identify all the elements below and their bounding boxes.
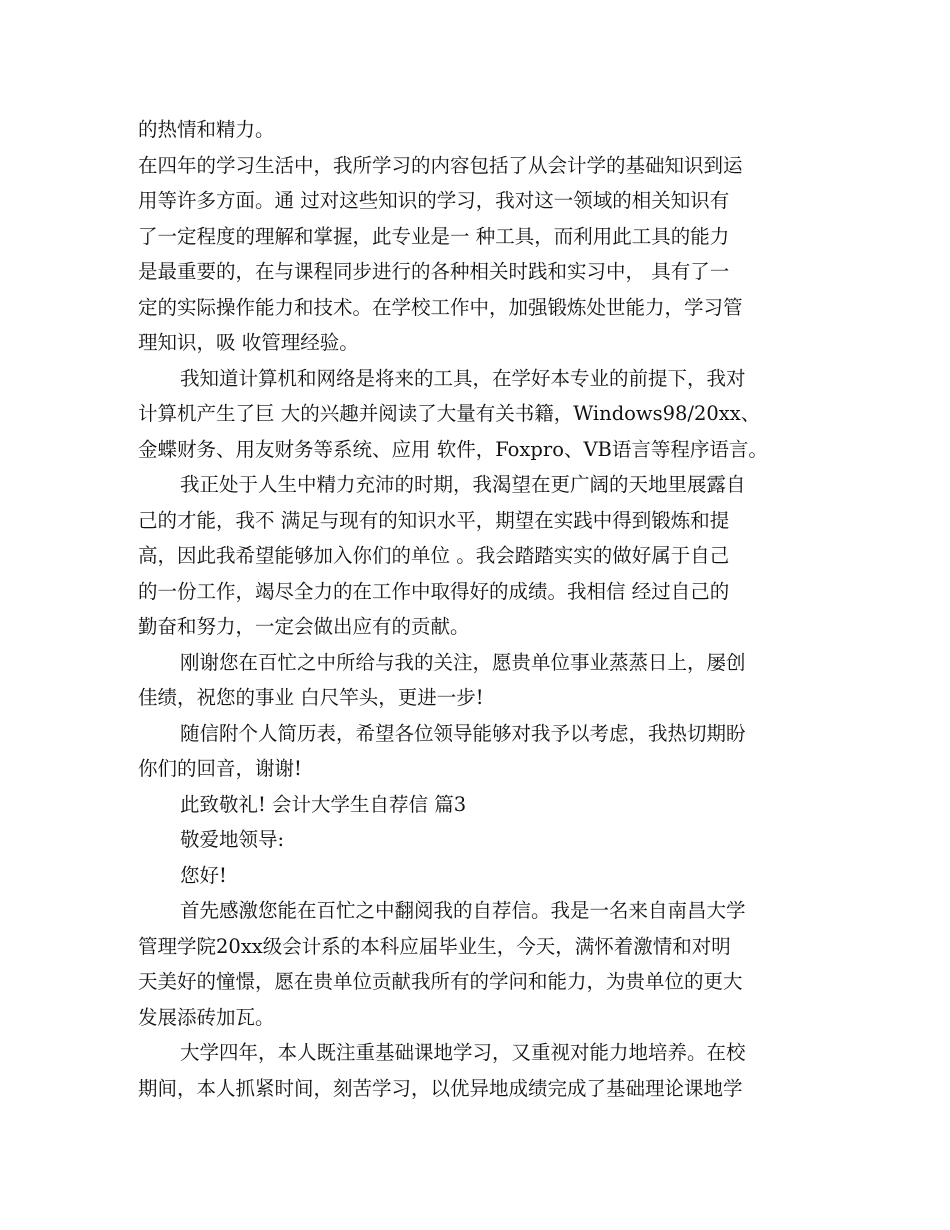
text-line: 理知识，吸 收管理经验。 bbox=[138, 331, 359, 354]
text-line: 勤奋和努力，一定会做出应有的贡献。 bbox=[138, 615, 470, 638]
text-line: 了一定程度的理解和掌握，此专业是一 种工具，而利用此工具的能力 bbox=[138, 224, 730, 248]
text-line: 定的实际操作能力和技术。在学校工作中，加强锻炼处世能力，学习管 bbox=[138, 295, 743, 319]
text-line: 大学四年，本人既注重基础课地学习，又重视对能力地培养。在校 bbox=[180, 1041, 746, 1064]
text-line: 期间，本人抓紧时间，刻苦学习，以优异地成绩完成了基础理论课地学 bbox=[138, 1076, 743, 1100]
text-line: 管理学院20xx级会计系的本科应届毕业生，今天，满怀着激情和对明 bbox=[138, 934, 731, 958]
text-line: 金蝶财务、用友财务等系统、应用 软件，Foxpro、VB语言等程序语言。 bbox=[138, 437, 768, 461]
text-line: 高，因此我希望能够加入你们的单位 。我会踏踏实实的做好属于自己 bbox=[138, 544, 730, 567]
text-line: 在四年的学习生活中，我所学习的内容包括了从会计学的基础知识到运 bbox=[138, 153, 743, 177]
text-line: 我知道计算机和网络是将来的工具，在学好本专业的前提下，我对 bbox=[180, 366, 746, 390]
text-line: 的一份工作，竭尽全力的在工作中取得好的成绩。我相信 经过自己的 bbox=[138, 579, 730, 603]
document-body bbox=[138, 112, 818, 1106]
text-line: 您好! bbox=[180, 863, 227, 887]
text-line: 我正处于人生中精力充沛的时期，我渴望在更广阔的天地里展露自 bbox=[180, 473, 746, 496]
text-line: 用等许多方面。通 过对这些知识的学习，我对这一领域的相关知识有 bbox=[138, 189, 730, 212]
text-line: 发展添砖加瓦。 bbox=[138, 1005, 275, 1029]
text-line: 刚谢您在百忙之中所给与我的关注，愿贵单位事业蒸蒸日上，屡创 bbox=[180, 650, 746, 674]
text-line: 己的才能，我不 满足与现有的知识水平，期望在实践中得到锻炼和提 bbox=[138, 508, 730, 532]
text-line: 计算机产生了巨 大的兴趣并阅读了大量有关书籍，Windows98/20xx、 bbox=[138, 402, 761, 425]
text-line: 随信附个人简历表，希望各位领导能够对我予以考虑，我热切期盼 bbox=[180, 721, 746, 745]
text-line: 佳绩，祝您的事业 白尺竿头，更进一步! bbox=[138, 686, 484, 709]
text-line: 的热情和精力。 bbox=[138, 118, 275, 141]
text-line: 首先感激您能在百忙之中翻阅我的自荐信。我是一名来自南昌大学 bbox=[180, 899, 746, 922]
text-line: 你们的回音，谢谢! bbox=[138, 757, 302, 780]
text-line: 是最重要的，在与课程同步进行的各种相关时践和实习中， 具有了一 bbox=[138, 260, 730, 283]
text-line: 敬爱地领导: bbox=[180, 828, 285, 851]
text-line: 天美好的憧憬，愿在贵单位贡献我所有的学问和能力，为贵单位的更大 bbox=[138, 970, 743, 993]
text-line: 此致敬礼! 会计大学生自荐信 篇3 bbox=[180, 792, 467, 816]
